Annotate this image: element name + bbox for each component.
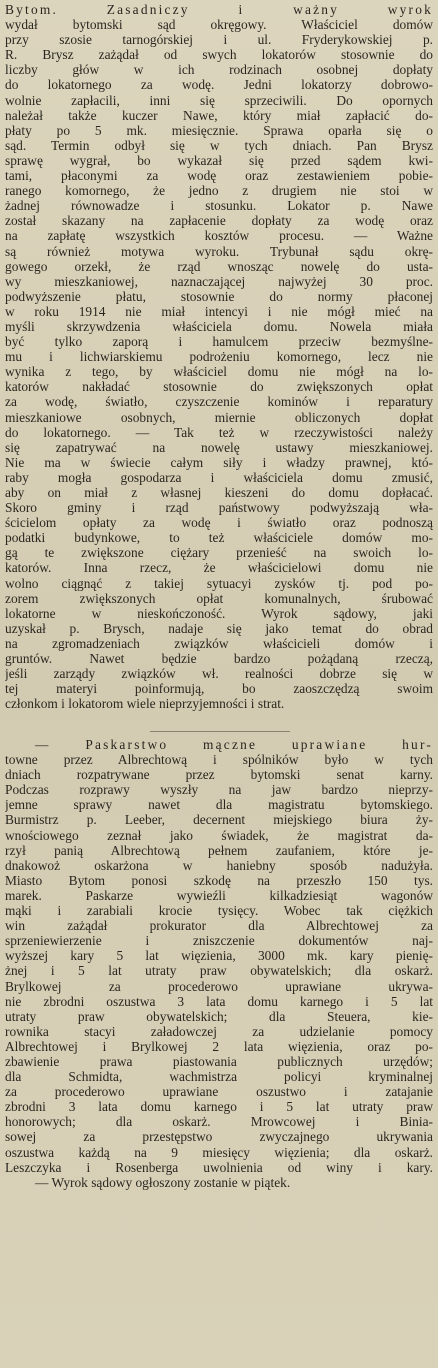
text-line: są również motywa wyroku. Trybunał sądu okrę- <box>5 243 433 259</box>
text-line: do lokatornego. — Tak też w rzeczywistości należy <box>5 424 433 440</box>
text-line: wnościowego zeznał jako świadek, że magistrat da- <box>5 827 433 843</box>
text-line: jeśli zarządy związków wł. realności dobrze się w <box>5 666 433 682</box>
text-line: podwyższenie płatu, stosownie do normy płaconej <box>5 288 433 304</box>
text-line: Leszczyka i Rosenberga uwolnienia od winy i kary. <box>5 1159 433 1175</box>
text-line: się zapatrywać na nowelę ustawy mieszkaniowej. <box>5 439 433 455</box>
text-line: sąd. Termin odbył się w tych dniach. Pan Brysz <box>5 137 433 153</box>
text-line: towne przez Albrechtową i spólników było w tych <box>5 752 433 768</box>
text-line: został skazany na zapłacenie dopłaty za wodę oraz <box>5 213 433 229</box>
text-line: wolno ciągnąć z takiej sytuacyi zysków tj. pod po- <box>5 575 433 591</box>
text-line: sowej za przestępstwo zwyczajnego ukrywania <box>5 1129 433 1145</box>
text-line: zbawienie prawa piastowania publicznych urzędów; <box>5 1053 433 1069</box>
text-line: nie zbrodni oszustwa 3 lata domu karnego i 5 lat <box>5 993 433 1009</box>
text-line: przy szosie tarnogórskiej i ul. Fryderykowskiej p. <box>5 32 433 48</box>
text-line: Bytom. Zasadniczy i ważny wyrok <box>5 2 433 17</box>
text-line: wolnie zapłacili, inni się sprzeciwili. Do opornych <box>5 92 433 108</box>
text-line: oszustwa każdą na 9 miesięcy więzienia; dla oskarż. <box>5 1144 433 1160</box>
text-line: marek. Paskarze wywieźli kilkadziesiąt wagonów <box>5 887 433 903</box>
text-line: win zażądał prokurator dla Albrechtowej za <box>5 918 433 934</box>
text-line: wydał bytomski sąd okręgowy. Właściciel domów <box>5 17 433 33</box>
text-line: Burmistrz p. Leeber, decernent miejskiego biura ży- <box>5 812 433 828</box>
text-line: gą te zwiększone ciężary przenieść na swoich lo- <box>5 545 433 561</box>
text-line: ścicielom opłaty za wodę i światło oraz podnoszą <box>5 515 433 531</box>
text-line: lokatorne w nieskończoność. Wyrok sądowy, jaki <box>5 605 433 621</box>
text-line: żnej i 5 lat utraty praw obywatelskich; dla oskarż. <box>5 963 433 979</box>
text-line: katorów. Inna rzecz, że właścicielowi domu nie <box>5 560 433 576</box>
text-line: należał także kuczer Nawe, który miał zapłacić do- <box>5 107 433 123</box>
text-line: wynika z tego, by właściciel domu nie mógł na lo- <box>5 364 433 380</box>
text-line: R. Brysz zażądał od swych lokatorów stosownie do <box>5 47 433 63</box>
text-line: dnakowoż oskarżona w haniebny sposób nadużyła. <box>5 857 433 873</box>
text-line: wyższej kary 5 lat więzienia, 3000 mk. kary pienię- <box>5 948 433 964</box>
column-divider <box>150 731 290 732</box>
text-line: — Wyrok sądowy ogłoszony zostanie w piątek. <box>35 1174 291 1190</box>
text-line: gruntów. Nawet będzie bardzo pożądaną rzeczą, <box>5 651 433 667</box>
text-line: żadnej równowadze i stosunku. Lokator p. Nawe <box>5 198 433 214</box>
article-bytom-water-fee-verdict <box>5 2 433 711</box>
text-line: liczby głów w ich rodzinach osobnej dopłaty <box>5 62 433 78</box>
text-line: członkom i lokatorom wiele nieprzyjemności i strat. <box>5 696 285 712</box>
text-line: dniach rozpatrywane przez bytomski senat karny. <box>5 767 433 783</box>
text-line: utraty praw obywatelskich; dla Steuera, kie- <box>5 1008 433 1024</box>
text-line: uzyskał p. Brysch, nadaje się jako temat do obrad <box>5 620 433 636</box>
text-line: wy mieszkaniowej, naznaczającej najwyżej 30 proc. <box>5 273 433 289</box>
text-line: za procederowo uprawiane oszustwo i zatajanie <box>5 1084 433 1100</box>
text-line: mu i lichwiarskiemu podrożeniu komornego, lecz nie <box>5 349 433 365</box>
text-line: tami, płaconymi za wodę oraz zestawieniem pobie- <box>5 168 433 184</box>
text-line: Brylkowej za procederowo uprawiane ukrywa- <box>5 978 433 994</box>
text-line: na zapłatę wszystkich kosztów procesu. — Ważne <box>5 228 433 244</box>
text-line: — Paskarstwo mączne uprawiane hur- <box>35 737 433 752</box>
text-line: w roku 1914 nie miał intencyi i nie mógł mieć na <box>5 303 433 319</box>
text-line: aby on miał z własnej kieszeni do domu dopłacać. <box>5 485 433 500</box>
text-line: jemne sprawy nawet dla magistratu bytomskiego. <box>5 797 433 813</box>
text-line: za wodę, światło, czyszczenie kominów i reparatury <box>5 394 433 410</box>
text-line: dla Schmidta, wachmistrza policyi kryminalnej <box>5 1069 433 1085</box>
text-line: sprawę wygrał, bo wykazał się przed sądem kwi- <box>5 152 433 168</box>
text-line: mieszkaniowe osobnych, miernie obliczonych dopłat <box>5 409 433 425</box>
text-line: tej materyi poinformują, bo zaoszczędzą swoim <box>5 681 433 697</box>
text-line: sprzeniewierzenie i zniszczenie dokumentów naj- <box>5 933 433 949</box>
article-flour-profiteering-trial <box>5 737 433 1190</box>
text-line: na zgromadzeniach związków właścicieli domów i <box>5 635 433 651</box>
text-line: ranego komornego, że jedno z drugiem nie stoi w <box>5 183 433 199</box>
text-line: płaty po 5 mk. miesięcznie. Sprawa oparła się o <box>5 122 433 138</box>
text-line: być tylko zaporą i hamulcem przeciw bezmyślne- <box>5 334 433 350</box>
text-line: rownika stacyi załadowczej za udzielanie pomocy <box>5 1023 433 1039</box>
text-line: Miasto Bytom ponosi szkodę na przeszło 150 tys. <box>5 872 433 888</box>
text-line: gowego orzekł, że rząd wnosząc nowelę do usta- <box>5 258 433 274</box>
text-line: Albrechtowej i Brylkowej 2 lata więzienia, oraz po- <box>5 1038 433 1054</box>
text-line: zbrodni 3 lata domu karnego i 5 lat utraty praw <box>5 1099 433 1115</box>
text-line: mąki i zarabiali krocie tysięcy. Wobec tak ciężkich <box>5 903 433 919</box>
text-line: do lokatornego za wodę. Jedni lokatorzy dobrowo- <box>5 77 433 93</box>
text-line: rzył panią Albrechtową pełnem zaufaniem, które je- <box>5 842 433 858</box>
text-line: Skoro gminy i rząd państwowy podwyższają wła- <box>5 500 433 516</box>
text-line: Nie ma w świecie całym siły i władzy prawnej, któ- <box>5 454 433 470</box>
text-line: zorem zwiększonych opłat komunalnych, śrubować <box>5 590 433 606</box>
text-line: raby mogła gospodarza i właściciela domu zmusić, <box>5 469 433 485</box>
text-line: katorów nakładać stosownie do zwiększonych opłat <box>5 379 433 395</box>
text-line: honorowych; dla oskarż. Mrowcowej i Binia- <box>5 1114 433 1130</box>
text-line: podatki budynkowe, to też właściciele domów mo- <box>5 530 433 546</box>
text-line: myśli skrzywdzenia właściciela domu. Nowela miała <box>5 318 433 334</box>
text-line: Podczas rozprawy wyszły na jaw bardzo nieprzy- <box>5 782 433 798</box>
